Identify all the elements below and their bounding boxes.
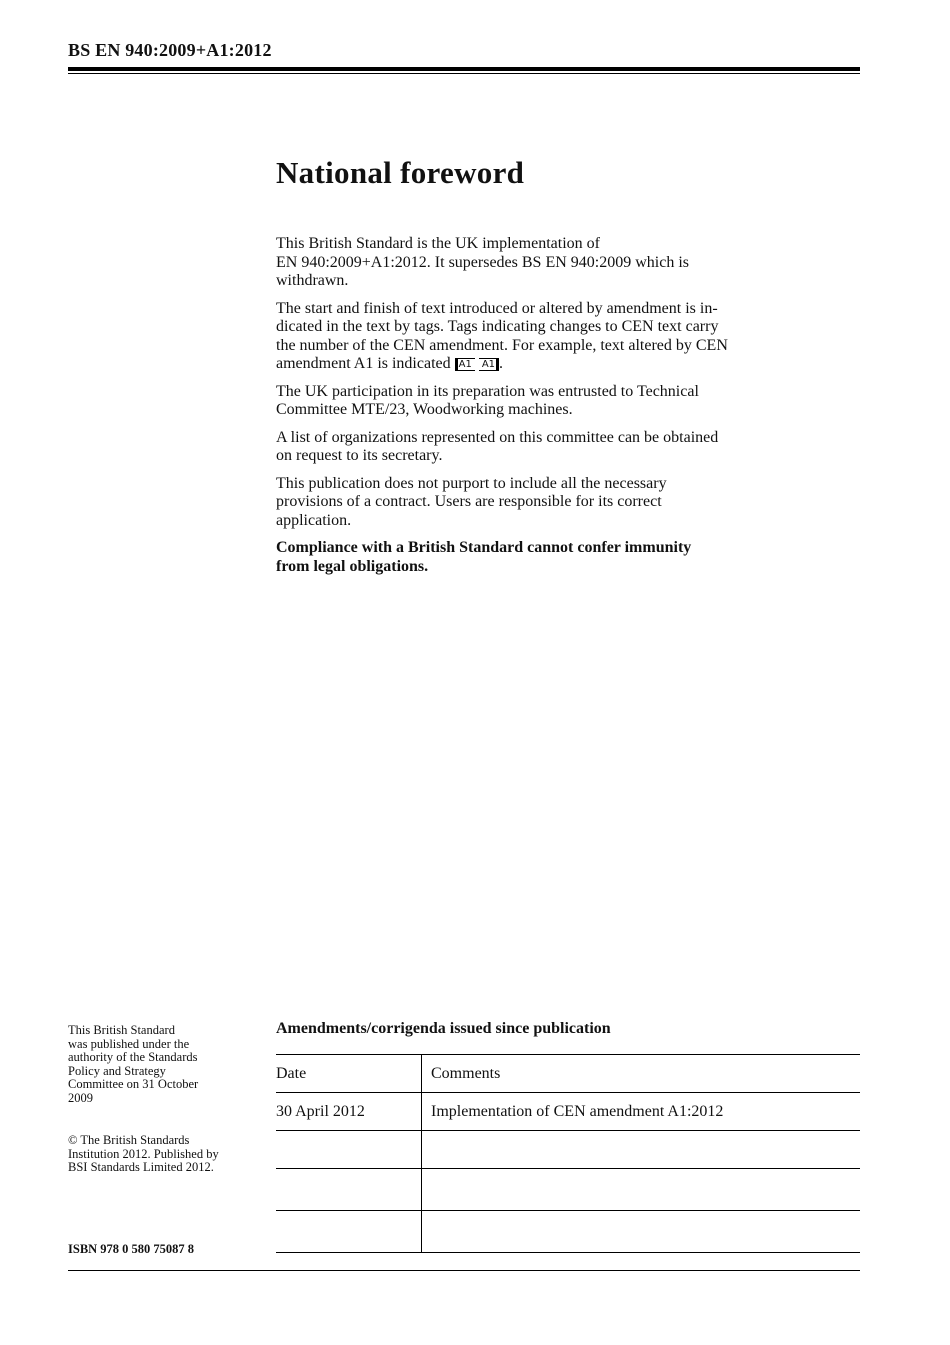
table-row xyxy=(276,1211,860,1253)
note-line: authority of the Standards xyxy=(68,1050,198,1064)
note-line: BSI Standards Limited 2012. xyxy=(68,1160,214,1174)
text-line: . xyxy=(499,355,504,372)
note-line: © The British Standards xyxy=(68,1133,190,1147)
table-cell-date xyxy=(276,1211,422,1253)
text-line: EN 940:2009+A1:2012. It supersedes BS EN 940:2009 which is xyxy=(276,253,689,271)
note-line: Institution 2012. Published by xyxy=(68,1146,219,1161)
text-line: The start and finish of text introduced or altered by amendment is in- xyxy=(276,299,718,317)
table-cell-date: 30 April 2012 xyxy=(276,1093,422,1131)
footer-rule xyxy=(68,1270,860,1271)
text-line: dicated in the text by tags. Tags indicating changes to CEN text carry xyxy=(276,318,719,335)
column-header-date: Date xyxy=(276,1055,422,1093)
text-line: amendment A1 is indicated xyxy=(276,355,451,372)
column-header-comments: Comments xyxy=(422,1055,861,1093)
amendment-open-tag: A1 xyxy=(455,358,475,371)
note-line: Committee on 31 October xyxy=(68,1077,199,1091)
paragraph-amendment-tags xyxy=(276,300,821,374)
text-line: the number of the CEN amendment. For example, text altered by CEN xyxy=(276,336,728,354)
text-line: Compliance with a British Standard cannot confer immunity xyxy=(276,539,692,556)
paragraph-organizations xyxy=(276,429,821,466)
page-title: National foreword xyxy=(276,155,525,190)
paragraph-implementation xyxy=(276,235,821,291)
text-line: This publication does not purport to include all the necessary xyxy=(276,474,667,492)
table-row xyxy=(276,1169,860,1211)
header-rule-thin xyxy=(68,73,860,74)
text-line: on request to its secretary. xyxy=(276,447,443,464)
isbn: ISBN 978 0 580 75087 8 xyxy=(68,1242,195,1256)
amendment-close-tag: A1 xyxy=(479,358,499,371)
note-line: was published under the xyxy=(68,1036,190,1051)
text-line: This British Standard is the UK implementation of xyxy=(276,235,600,252)
table-cell-comments xyxy=(422,1211,861,1253)
table-cell-comments xyxy=(422,1169,861,1211)
note-line: Policy and Strategy xyxy=(68,1063,166,1078)
text-line: application. xyxy=(276,511,352,529)
foreword-section xyxy=(276,155,821,585)
table-cell-date xyxy=(276,1131,422,1169)
paragraph-disclaimer xyxy=(276,475,821,531)
text-line: A list of organizations represented on this committee can be obtained xyxy=(276,428,719,446)
table-cell-comments xyxy=(422,1131,861,1169)
table-row xyxy=(276,1131,860,1169)
text-line: provisions of a contract. Users are responsible for its correct xyxy=(276,493,662,510)
paragraph-compliance xyxy=(276,539,821,576)
publication-note xyxy=(68,1024,258,1105)
table-cell-comments: Implementation of CEN amendment A1:2012 xyxy=(422,1093,861,1131)
document-id: BS EN 940:2009+A1:2012 xyxy=(68,40,272,60)
header-rule-thick xyxy=(68,67,860,71)
note-line: This British Standard xyxy=(68,1023,175,1037)
text-line: Committee MTE/23, Woodworking machines. xyxy=(276,401,573,418)
amendments-table xyxy=(276,1054,860,1253)
text-line: The UK participation in its preparation was entrusted to Technical xyxy=(276,382,699,400)
paragraph-participation xyxy=(276,383,821,420)
amendments-heading: Amendments/corrigenda issued since publication xyxy=(276,1020,611,1037)
table-cell-date xyxy=(276,1169,422,1211)
text-line: withdrawn. xyxy=(276,272,349,289)
text-line: from legal obligations. xyxy=(276,557,429,575)
table-header-row xyxy=(276,1055,860,1093)
copyright-note xyxy=(68,1134,258,1175)
table-row xyxy=(276,1093,860,1131)
note-line: 2009 xyxy=(68,1090,93,1105)
